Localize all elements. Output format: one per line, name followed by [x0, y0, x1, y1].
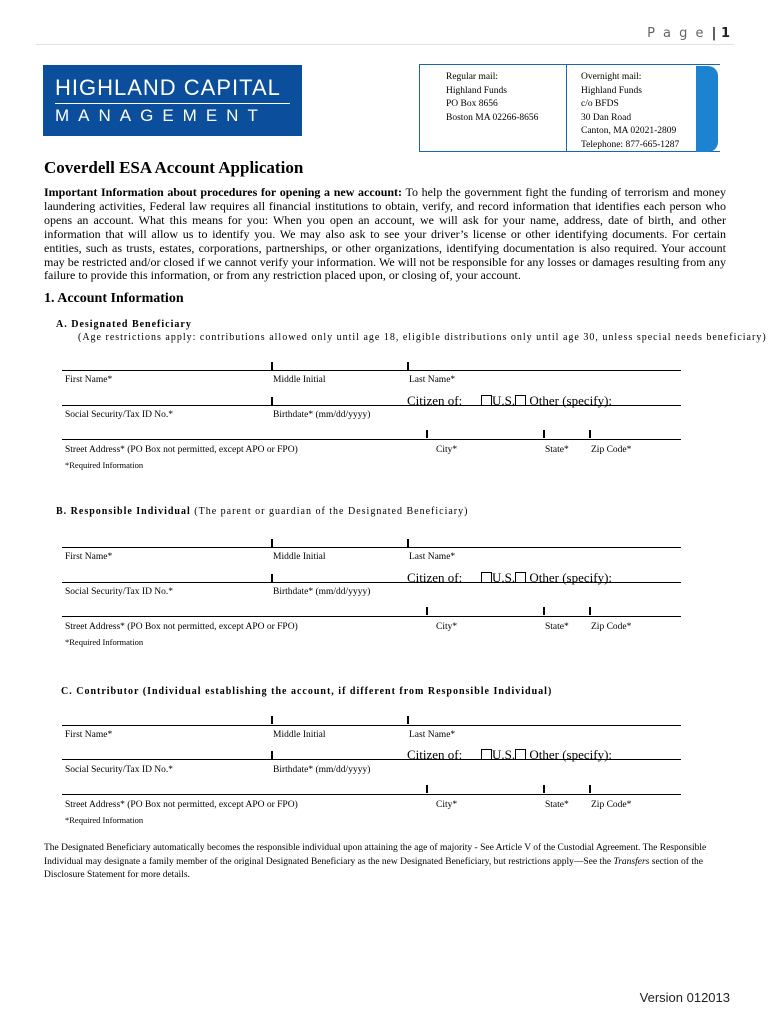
city-label: City* — [436, 800, 458, 810]
citizenship-options — [481, 570, 612, 586]
zip-label: Zip Code* — [591, 800, 632, 810]
other-label: Other (specify): — [529, 747, 613, 762]
overnight-line: Highland Funds — [581, 85, 642, 96]
overnight-mail — [581, 71, 679, 152]
first-name-label: First Name* — [65, 730, 113, 740]
page-number — [647, 26, 730, 41]
page-title: Coverdell ESA Account Application — [44, 158, 304, 177]
name-line[interactable] — [62, 725, 681, 726]
section-account-information: 1. Account Information — [44, 291, 184, 306]
regular-line: Regular mail: — [446, 72, 498, 82]
field-tick — [426, 607, 428, 615]
ssn-line[interactable] — [62, 405, 681, 406]
zip-label: Zip Code* — [591, 622, 632, 632]
regular-line: PO Box 8656 — [446, 99, 498, 109]
ssn-label: Social Security/Tax ID No.* — [65, 410, 174, 420]
logo-line1: HIGHLAND CAPITAL — [55, 75, 281, 100]
regular-line: Highland Funds — [446, 85, 507, 96]
mailing-address-box — [419, 64, 720, 152]
footnote-part1: The Designated Beneficiary automatically becomes the responsible individual upon attaining the age of majority - See Article V of the Custodial Agreement. The Responsible Individual may designate a family member of the original Designated Beneficiary as the new Designated Beneficiary, but restrictions apply—See the — [44, 843, 707, 867]
blue-tab — [696, 66, 718, 152]
page-num: | 1 — [711, 26, 730, 41]
field-tick — [589, 785, 591, 793]
name-line[interactable] — [62, 370, 681, 371]
block-a-title: A. Designated Beneficiary — [56, 319, 192, 330]
first-name-label: First Name* — [65, 552, 113, 562]
address-line[interactable] — [62, 439, 681, 440]
field-tick — [426, 430, 428, 438]
overnight-line: Overnight mail: — [581, 72, 642, 82]
middle-initial-label: Middle Initial — [273, 375, 326, 385]
field-tick — [543, 607, 545, 615]
required-note: *Required Information — [65, 460, 144, 470]
field-tick — [271, 539, 273, 547]
middle-initial-label: Middle Initial — [273, 552, 326, 562]
street-label: Street Address* (PO Box not permitted, except APO or FPO) — [65, 800, 298, 810]
regular-line: Boston MA 02266-8656 — [446, 112, 539, 123]
overnight-line: Telephone: 877-665-1287 — [581, 139, 680, 150]
first-name-label: First Name* — [65, 375, 113, 385]
last-name-label: Last Name* — [409, 552, 456, 562]
state-label: State* — [545, 445, 569, 455]
citizenship-options — [481, 747, 612, 763]
field-tick — [271, 362, 273, 370]
city-label: City* — [436, 622, 458, 632]
block-b-title: B. Responsible Individual — [56, 506, 191, 517]
field-tick — [543, 785, 545, 793]
street-label: Street Address* (PO Box not permitted, except APO or FPO) — [65, 445, 298, 455]
required-note: *Required Information — [65, 637, 144, 647]
page-word: P a g e — [647, 26, 706, 41]
overnight-line: Canton, MA 02021-2809 — [581, 126, 677, 136]
last-name-label: Last Name* — [409, 375, 456, 385]
state-label: State* — [545, 800, 569, 810]
field-tick — [407, 362, 409, 370]
other-label: Other (specify): — [529, 570, 613, 585]
regular-mail — [446, 71, 538, 125]
footnote-italic: Transfers — [613, 856, 650, 867]
field-tick — [271, 574, 273, 582]
required-note: *Required Information — [65, 815, 144, 825]
intro-text: To help the government fight the funding of terrorism and money laundering activities, Federal law requires all financial institutions to obtain, verify, and record information that identifies each person who opens an account. What this means for you: When you open an account, we will ask for your name, address, date of birth, and other information that will allow us to identify you. We may also ask to see your driver’s license or other identifying documents. For certain entities, such as trusts, estates, corporations, partnerships, or other organizations, identifying documentation is also required. Your account may be restricted and/or closed if we cannot verify your information. We will not be responsible for any losses or damages resulting from any failure to provide this information, or from any restriction placed upon, or closing of, your account. — [44, 185, 726, 283]
middle-initial-label: Middle Initial — [273, 730, 326, 740]
state-label: State* — [545, 622, 569, 632]
footnote — [44, 842, 714, 883]
citizen-label: Citizen of: — [407, 393, 463, 408]
city-label: City* — [436, 445, 458, 455]
citizen-label: Citizen of: — [407, 747, 463, 762]
us-label: U.S. — [492, 570, 516, 585]
address-line[interactable] — [62, 794, 681, 795]
field-tick — [407, 716, 409, 724]
field-tick — [271, 397, 273, 405]
intro-paragraph — [44, 186, 726, 283]
field-tick — [543, 430, 545, 438]
field-tick — [426, 785, 428, 793]
field-tick — [407, 539, 409, 547]
intro-bold: Important Information about procedures for opening a new account: — [44, 185, 403, 199]
field-tick — [589, 607, 591, 615]
logo-line2: MANAGEMENT — [55, 106, 267, 125]
us-label: U.S. — [492, 393, 516, 408]
field-tick — [271, 751, 273, 759]
birthdate-label: Birthdate* (mm/dd/yyyy) — [273, 765, 371, 775]
field-tick — [271, 716, 273, 724]
mail-divider — [566, 65, 567, 151]
last-name-label: Last Name* — [409, 730, 456, 740]
highland-logo — [43, 65, 302, 136]
block-b-note: (The parent or guardian of the Designated Beneficiary) — [190, 506, 469, 517]
citizen-label: Citizen of: — [407, 570, 463, 585]
address-line[interactable] — [62, 616, 681, 617]
field-tick — [589, 430, 591, 438]
overnight-line: c/o BFDS — [581, 99, 619, 109]
overnight-line: 30 Dan Road — [581, 112, 632, 123]
birthdate-label: Birthdate* (mm/dd/yyyy) — [273, 410, 371, 420]
us-label: U.S. — [492, 747, 516, 762]
footnote-part2: section of the Disclosure Statement for more details. — [44, 856, 703, 880]
birthdate-label: Birthdate* (mm/dd/yyyy) — [273, 587, 371, 597]
logo-rule — [55, 103, 290, 104]
version-label: Version 012013 — [639, 990, 730, 1005]
name-line[interactable] — [62, 547, 681, 548]
block-a-note: (Age restrictions apply: contributions allowed only until age 18, eligible distributions only until age 30, unless special needs beneficiary) — [78, 332, 767, 343]
block-b-heading — [56, 506, 468, 517]
ssn-line[interactable] — [62, 759, 681, 760]
zip-label: Zip Code* — [591, 445, 632, 455]
ssn-label: Social Security/Tax ID No.* — [65, 587, 174, 597]
ssn-label: Social Security/Tax ID No.* — [65, 765, 174, 775]
ssn-line[interactable] — [62, 582, 681, 583]
street-label: Street Address* (PO Box not permitted, except APO or FPO) — [65, 622, 298, 632]
block-c-title: C. Contributor (Individual establishing the account, if different from Responsible Individual) — [61, 686, 553, 697]
other-label: Other (specify): — [529, 393, 613, 408]
citizenship-options — [481, 393, 612, 409]
header-rule — [36, 44, 734, 45]
